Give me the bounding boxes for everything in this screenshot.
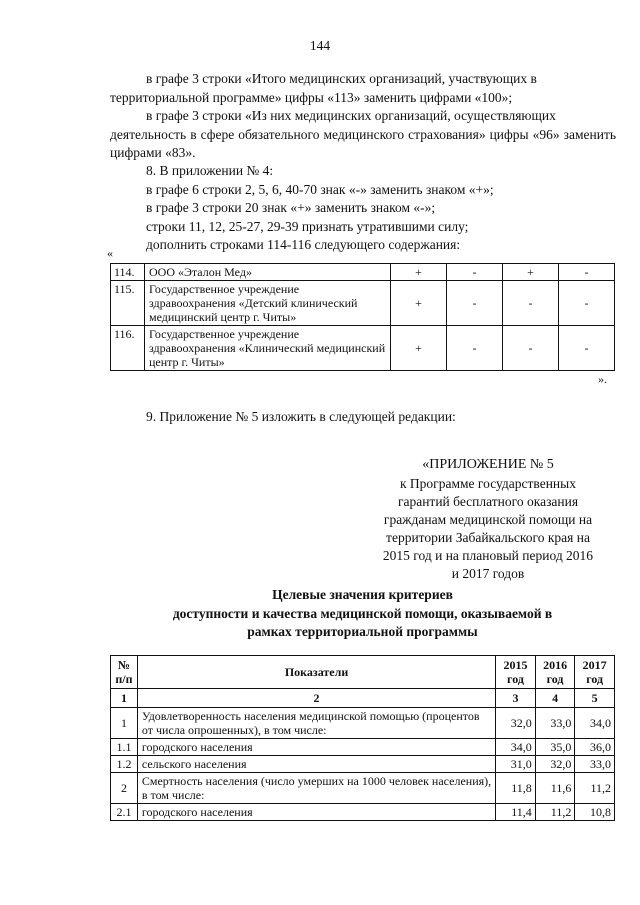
value-2017: 33,0 bbox=[575, 756, 615, 773]
quote-open: « bbox=[107, 246, 113, 260]
header-indicator: Показатели bbox=[137, 656, 495, 689]
organization-name: Государственное учреждение здравоохранения «Клинический медицинский центр г. Читы» bbox=[145, 326, 391, 371]
indicator-name: Смертность населения (число умерших на 1000 человек населения), в том числе: bbox=[137, 773, 495, 804]
value-2016: 11,6 bbox=[535, 773, 575, 804]
organization-name: ООО «Эталон Мед» bbox=[145, 264, 391, 281]
row-number: 1.2 bbox=[111, 756, 138, 773]
mark-cell: - bbox=[559, 281, 615, 326]
paragraph-line: деятельность в сфере обязательного медицинского страхования» цифры «96» заменить цифрами «83». bbox=[110, 126, 616, 160]
table-row bbox=[111, 739, 615, 756]
row-number: 2 bbox=[111, 773, 138, 804]
section-9-line: 9. Приложение № 5 изложить в следующей редакции: bbox=[146, 409, 456, 424]
quote-close: ». bbox=[598, 372, 607, 386]
paragraph-line: территориальной программе» цифры «113» заменить цифрами «100»; bbox=[110, 89, 513, 105]
index-cell: 4 bbox=[535, 689, 575, 708]
instruction-line: дополнить строками 114-116 следующего содержания: bbox=[146, 237, 461, 252]
header-row bbox=[111, 656, 615, 689]
appendix-line: и 2017 годов bbox=[451, 566, 525, 581]
row-number: 2.1 bbox=[111, 804, 138, 821]
header-num: № п/п bbox=[111, 656, 138, 689]
table-row bbox=[111, 773, 615, 804]
title-line: рамках территориальной программы bbox=[247, 624, 478, 639]
table-row bbox=[111, 804, 615, 821]
header-2015: 2015 год bbox=[496, 656, 536, 689]
table-row bbox=[111, 708, 615, 739]
indicator-name: городского населения bbox=[137, 804, 495, 821]
paragraph-item-oms bbox=[110, 107, 616, 163]
mark-cell: - bbox=[447, 326, 503, 371]
appendix-heading-block bbox=[360, 456, 616, 583]
insert-rows-table bbox=[110, 263, 615, 371]
title-line: Целевые значения критериев bbox=[272, 587, 453, 602]
index-row bbox=[111, 689, 615, 708]
appendix-line: гарантий бесплатного оказания bbox=[397, 494, 579, 509]
appendix-title: «ПРИЛОЖЕНИЕ № 5 bbox=[422, 457, 554, 472]
value-2016: 33,0 bbox=[535, 708, 575, 739]
instruction-line: в графе 6 строки 2, 5, 6, 40-70 знак «-» заменить знаком «+»; bbox=[146, 182, 494, 197]
row-number: 114. bbox=[111, 264, 145, 281]
index-cell: 3 bbox=[496, 689, 536, 708]
value-2017: 36,0 bbox=[575, 739, 615, 756]
mark-cell: + bbox=[503, 264, 559, 281]
row-number: 1.1 bbox=[111, 739, 138, 756]
document-title bbox=[110, 586, 615, 642]
value-2015: 32,0 bbox=[496, 708, 536, 739]
index-cell: 2 bbox=[137, 689, 495, 708]
value-2017: 11,2 bbox=[575, 773, 615, 804]
table-row bbox=[111, 326, 615, 371]
table-row bbox=[111, 756, 615, 773]
mark-cell: - bbox=[503, 281, 559, 326]
appendix-line: территории Забайкальского края на bbox=[386, 530, 590, 545]
mark-cell: - bbox=[447, 281, 503, 326]
table-row bbox=[111, 264, 615, 281]
indicator-name: городского населения bbox=[137, 739, 495, 756]
mark-cell: + bbox=[391, 281, 447, 326]
table-row bbox=[111, 281, 615, 326]
row-number: 1 bbox=[111, 708, 138, 739]
header-2016: 2016 год bbox=[535, 656, 575, 689]
header-2017: 2017 год bbox=[575, 656, 615, 689]
section-8-heading: 8. В приложении № 4: bbox=[146, 163, 274, 178]
value-2015: 34,0 bbox=[496, 739, 536, 756]
mark-cell: - bbox=[503, 326, 559, 371]
indicator-name: Удовлетворенность населения медицинской помощью (процентов от числа опрошенных), в том числе: bbox=[137, 708, 495, 739]
instruction-line: строки 11, 12, 25-27, 29-39 признать утратившими силу; bbox=[146, 219, 469, 234]
organization-name: Государственное учреждение здравоохранения «Детский клинический медицинский центр г. Читы» bbox=[145, 281, 391, 326]
mark-cell: + bbox=[391, 326, 447, 371]
page-number: 144 bbox=[309, 38, 331, 53]
title-line: доступности и качества медицинской помощи, оказываемой в bbox=[172, 605, 553, 621]
row-number: 116. bbox=[111, 326, 145, 371]
mark-cell: - bbox=[559, 326, 615, 371]
value-2015: 11,4 bbox=[496, 804, 536, 821]
value-2015: 11,8 bbox=[496, 773, 536, 804]
paragraph-line: в графе 3 строки «Итого медицинских организаций, участвующих в bbox=[146, 71, 537, 86]
appendix-line: к Программе государственных bbox=[400, 476, 576, 491]
index-cell: 5 bbox=[575, 689, 615, 708]
value-2016: 11,2 bbox=[535, 804, 575, 821]
row-number: 115. bbox=[111, 281, 145, 326]
mark-cell: - bbox=[559, 264, 615, 281]
paragraph-item-total bbox=[110, 70, 616, 107]
value-2016: 35,0 bbox=[535, 739, 575, 756]
value-2016: 32,0 bbox=[535, 756, 575, 773]
value-2017: 10,8 bbox=[575, 804, 615, 821]
value-2017: 34,0 bbox=[575, 708, 615, 739]
instruction-line: в графе 3 строки 20 знак «+» заменить знаком «-»; bbox=[146, 200, 436, 215]
value-2015: 31,0 bbox=[496, 756, 536, 773]
indicator-name: сельского населения bbox=[137, 756, 495, 773]
criteria-table bbox=[110, 655, 615, 821]
appendix-line: гражданам медицинской помощи на bbox=[383, 512, 593, 527]
paragraph-line: в графе 3 строки «Из них медицинских организаций, осуществляющих bbox=[146, 108, 556, 123]
index-cell: 1 bbox=[111, 689, 138, 708]
appendix-line: 2015 год и на плановый период 2016 bbox=[382, 548, 594, 563]
mark-cell: - bbox=[447, 264, 503, 281]
mark-cell: + bbox=[391, 264, 447, 281]
